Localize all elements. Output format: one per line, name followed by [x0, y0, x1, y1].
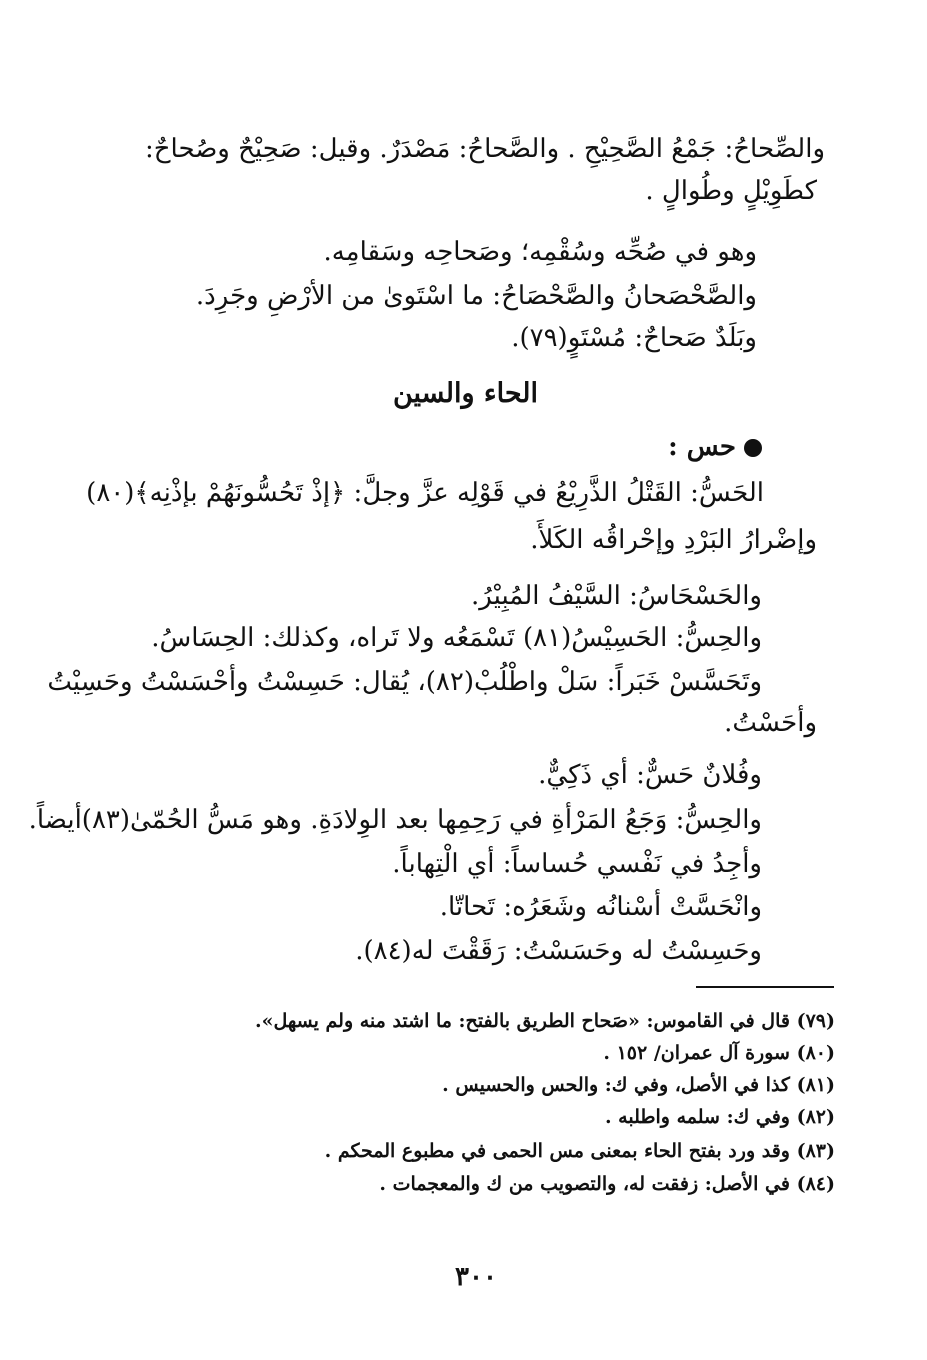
page-number: ٣٠٠ — [455, 1262, 497, 1292]
entry-line-10: وانْحَسَّتْ أسْنانُه وشَعَرُه: تَحاتّا. — [439, 892, 762, 922]
footnote-82: (٨٢) وفي ك: سلمه واطلبه . — [604, 1106, 835, 1128]
footnote-80: (٨٠) سورة آل عمران/ ١٥٢ . — [603, 1042, 835, 1064]
body-line-3: وهو في صُحِّه وسُقْمِه؛ وصَحاحِه وسَقامِه. — [323, 237, 757, 267]
body-line-4: والصَّحْصَحانُ والصَّحْصَاحُ: ما اسْتَوىٰ من الأرْضِ وجَرِدَ. — [195, 281, 757, 311]
body-line-2: كطَوِيْلٍ وطُوالٍ . — [645, 176, 817, 206]
section-title: الحاء والسين — [392, 378, 539, 409]
body-line-1: والصِّحاحُ: جَمْعُ الصَّحِيْحِ . والصَّحاحُ: مَصْدَرٌ. وقيل: صَحِيْحٌ وصُحاحٌ: — [144, 134, 825, 164]
entry-line-11: وحَسِسْتُ له وحَسَسْتُ: رَقَقْتَ له(٨٤). — [355, 936, 762, 966]
entry-head — [668, 432, 762, 463]
footnote-79: (٧٩) قال في القاموس: «صَحاح الطريق بالفتح: ما اشتد منه ولم يسهل». — [255, 1010, 835, 1032]
entry-line-8: والحِسُّ: وَجَعُ المَرْأةِ في رَحِمِها بعد الوِلادَةِ. وهو مَسُّ الحُمّىٰ(٨٣)أيضاً. — [28, 805, 762, 835]
entry-line-1: الحَسُّ: القَتْلُ الذَّرِيْعُ في قَوْلِه عزَّ وجلَّ: ﴿إذْ تَحُسُّونَهُمْ بإذْنِه﴾(٨٠) — [86, 478, 764, 508]
bullet-icon — [744, 439, 762, 457]
footnote-81: (٨١) كذا في الأصل، وفي ك: والحس والحسيس . — [442, 1074, 835, 1096]
entry-head-label: حس : — [668, 432, 736, 462]
footnote-separator — [696, 986, 834, 988]
entry-line-3: والحَسْحَاسُ: السَّيْفُ المُبِيْرُ. — [471, 581, 762, 611]
footnote-84: (٨٤) في الأصل: زفقت له، والتصويب من ك والمعجمات . — [379, 1173, 835, 1195]
body-line-5: وبَلَدٌ صَحاحٌ: مُسْتَوٍ(٧٩). — [511, 323, 757, 353]
entry-line-2: وإضْرارُ البَرْدِ وإحْراقُه الكَلأَ. — [530, 525, 817, 555]
entry-line-6: وأحَسْتُ. — [724, 708, 817, 738]
footnote-83: (٨٣) وقد ورد بفتح الحاء بمعنى مس الحمى في مطبوع المحكم . — [324, 1140, 835, 1162]
entry-line-7: وفُلانٌ حَسٌّ: أي ذَكِيٌّ. — [538, 760, 762, 790]
entry-line-5: وتَحَسَّسْ خَبَراً: سَلْ واطْلُبْ(٨٢)، يُقال: حَسِسْتُ وأحْسَسْتُ وحَسِيْتُ — [47, 667, 762, 697]
entry-line-4: والحِسُّ: الحَسِيْسُ(٨١) تَسْمَعُه ولا تَراه، وكذلك: الحِسَاسُ. — [151, 623, 762, 653]
entry-line-9: وأجِدُ في نَفْسي حُساساً: أي الْتِهاباً. — [392, 849, 762, 879]
